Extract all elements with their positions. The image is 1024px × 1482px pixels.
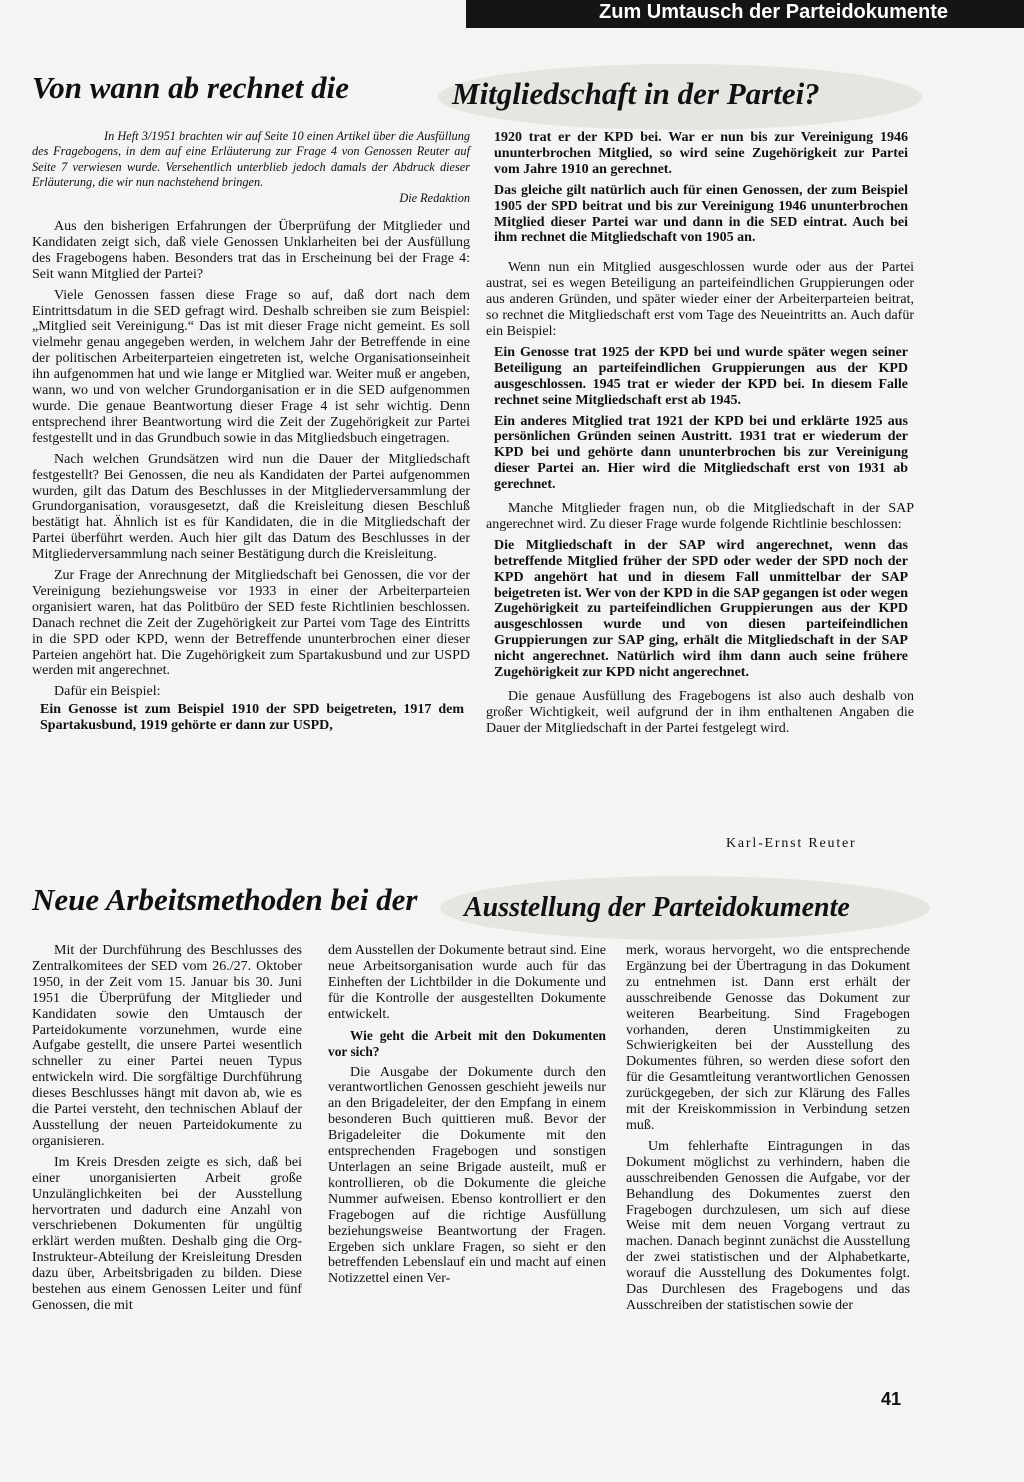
paragraph: Die Ausgabe der Dokumente durch den verantwortlichen Genossen geschieht jeweils nur an den Brigadeleiter, der den Empfang in einem besonderen Buch quittieren muß. Bevor der Brigadeleiter die Dokumente mit den entsprechenden Fragebogen und sonstigen Unterlagen an seine Brigade austeilt, muß er kontrollieren, ob die Dokumente die gleiche Nummer aufweisen. Ebenso kontrolliert er den Fragebogen auf die richtige Ausfüllung beziehungsweise Beantwortung der Fragen. Ergeben sich unklare Fragen, so sieht er den betreffenden Lebenslauf ein und macht auf einen Notizzettel einen Ver-: [328, 1064, 606, 1287]
page-number: 41: [881, 1389, 902, 1409]
paragraph: merk, woraus hervorgeht, wo die entsprechende Ergänzung bei der Übertragung in das Dokument zu entnehmen ist. Dann erst erhält der ausschreibende Genosse das Dokument zur weiteren Bearbeitung. Sind Fragebogen vorhanden, deren Unstimmigkeiten zu Schwierigkeiten bei der Ausstellung des Dokumentes führen, so werden diese sofort den für die Gesamtleitung verantwortlichen Genossen zurückgegeben, der sich zur Klärung des Falles mit der Kreiskommission in Verbindung setzen muß.: [626, 943, 910, 1133]
author-name: Karl-Ernst Reuter: [726, 836, 857, 851]
banner-title: Zum Umtausch der Parteidokumente: [599, 1, 948, 23]
subheading: Wie geht die Arbeit mit den Dokumenten vor sich?: [328, 1027, 606, 1059]
paragraph: dem Ausstellen der Dokumente betraut sind. Eine neue Arbeitsorganisation wurde auch für das Einheften der Lichtbilder in die Dokumente und für die Kontrolle der ausgestellten Dokumente entwickelt.: [328, 943, 606, 1022]
section-banner: [466, 0, 1024, 28]
paragraph: Aus den bisherigen Erfahrungen der Überprüfung der Mitglieder und Kandidaten zeigt sich, daß viele Genossen Unklarheiten bei der Ausfüllung des Fragebogens haben. Besonders trat das in Erscheinung bei der Frage 4: Seit wann Mitglied der Partei?: [32, 219, 470, 282]
editorial-note: [32, 129, 470, 206]
article2-column-2: [328, 943, 606, 1292]
editorial-note-text: In Heft 3/1951 brachten wir auf Seite 10 einen Artikel über die Ausfüllung des Fragebogens, in dem auf eine Erläuterung zur Frage 4 von Genossen Reuter auf Seite 7 verwiesen wurde. Versehentlich unterblieb jedoch damals der Abdruck dieser Erläuterung, die wir nun nachstehend bringen.: [32, 129, 470, 190]
article2-headline-right: Ausstellung der Parteidokumente: [464, 892, 850, 923]
paragraph: Zur Frage der Anrechnung der Mitgliedschaft bei Genossen, die vor der Vereinigung beziehungsweise vor 1933 in einer der Arbeiterparteien organisiert waren, hat das Politbüro der SED feste Richtlinien beschlossen. Danach rechnet die Zeit der Zugehörigkeit zur Partei vom Tage des Eintritts in die SPD oder KPD, wenn der Betreffende ununterbrochen einer dieser Parteien angehört hat. Die Zugehörigkeit zum Spartakusbund und zur USPD werden mit angerechnet.: [32, 568, 470, 679]
article1-right-column: [486, 130, 914, 742]
guideline-text: Die Mitgliedschaft in der SAP wird angerechnet, wenn das betreffende Mitglied früher der SPD oder weder der SPD noch der KPD angehört hat und in diesem Fall unmittelbar der SAP beigetreten ist. Wer von der KPD in die SAP gegangen ist oder wegen Zugehörigkeit zu parteifeindlichen Gruppierungen aus der KPD ausgeschlossen wurde und von diesen parteifeindlichen Gruppierungen zur SAP ging, erhält die Mitgliedschaft in der SAP nicht angerechnet. Natürlich wird ihm dann auch seine frühere Zugehörigkeit zur KPD nicht angerechnet.: [494, 537, 908, 681]
paragraph: Um fehlerhafte Eintragungen in das Dokument möglichst zu verhindern, haben die ausschreibenden Genossen die Aufgabe, vor der Behandlung des Dokumentes zuerst den Fragebogen durchzulesen, um sich auf diese Weise mit dem neuen Vorgang vertraut zu machen. Danach beginnt zunächst die Ausstellung der zwei statistischen und der Alphabetkarte, worauf die Ausstellung des Dokumentes folgt. Das Durchlesen des Fragebogens und das Ausschreiben der statistischen sowie der: [626, 1138, 910, 1313]
paragraph: Die genaue Ausfüllung des Fragebogens ist also auch deshalb von großer Wichtigkeit, weil aufgrund der in ihm enthaltenen Angaben die Dauer der Mitgliedschaft in der Partei festgelegt wird.: [486, 689, 914, 736]
article2-column-3: [626, 943, 910, 1319]
article1-left-column: [32, 219, 470, 739]
example-text: Ein Genosse trat 1925 der KPD bei und wurde später wegen seiner Beteiligung an parteifeindlichen Gruppierungen aus der KPD ausgeschlossen. 1945 trat er wieder der KPD bei. In diesem Falle rechnet seine Mitgliedschaft erst ab 1945.: [494, 344, 908, 408]
paragraph: Manche Mitglieder fragen nun, ob die Mitgliedschaft in der SAP angerechnet wird. Zu dieser Frage wurde folgende Richtlinie beschlossen:: [486, 501, 914, 532]
editorial-signature: Die Redaktion: [399, 190, 470, 205]
example-text: Ein anderes Mitglied trat 1921 der KPD bei und erklärte 1925 aus persönlichen Gründen seinen Austritt. 1931 trat er wiederum der KPD bei und gehörte dann ununterbrochen bis zur Vereinigung dieser Partei an. Hier wird die Mitgliedschaft erst von 1931 ab gerechnet.: [494, 413, 908, 493]
paragraph: Dafür ein Beispiel:: [54, 684, 161, 700]
article1-headline-right: Mitgliedschaft in der Partei?: [452, 76, 820, 111]
example-text: Ein Genosse ist zum Beispiel 1910 der SPD beigetreten, 1917 dem Spartakusbund, 1919 gehörte er dann zur USPD,: [40, 702, 464, 734]
example-text: Das gleiche gilt natürlich auch für einen Genossen, der zum Beispiel 1905 der SPD beitrat und bis zur Vereinigung 1946 ununterbrochen Mitglied dieser Partei war und dann in die SED eintrat. Auch bei ihm rechnet die Mitgliedschaft von 1905 an.: [494, 182, 908, 246]
paragraph: Nach welchen Grundsätzen wird nun die Dauer der Mitgliedschaft festgestellt? Bei Genossen, die neu als Kandidaten der Partei aufgenommen wurden, gilt das Datum des Beschlusses in der Mitgliederversammlung der Grundorganisation, vorausgesetzt, daß die Kreisleitung diesen Beschluß bestätigt hat. Ähnlich ist es für Kandidaten, die in die Mitgliedschaft der Partei überführt werden. Auch hier gilt das Datum des Beschlusses in der Mitgliederversammlung nach seiner Bestätigung durch die Kreisleitung.: [32, 451, 470, 563]
paragraph: Viele Genossen fassen diese Frage so auf, daß dort nach dem Eintrittsdatum in die SED gefragt wird. Deshalb schreiben sie zum Beispiel: „Mitglied seit Vereinigung.“ Das ist mit dieser Frage nicht gemeint. Es soll vielmehr genau angegeben werden, in welchem Jahr der Betreffende in eine der politischen Arbeiterparteien eingetreten ist, welche Organisationseinheit ihn aufgenommen hat und wie lange er Mitglied war. Weiter muß er angeben, wann, wo und von welcher Grundorganisation er in die SED aufgenommen wurde. Die genaue Beantwortung dieser Frage 4 ist sehr wichtig. Denn entsprechend ihrer Beantwortung wird die Zeit der Zugehörigkeit zur Partei festgestellt und in das Grundbuch sowie in das Mitgliedsbuch eingetragen.: [32, 287, 470, 446]
example-text: 1920 trat er der KPD bei. War er nun bis zur Vereinigung 1946 ununterbrochen Mitglied, so wird seine Zugehörigkeit zur Partei vom Jahre 1910 an gerechnet.: [494, 130, 908, 177]
article2-headline-left: Neue Arbeitsmethoden bei der: [32, 882, 418, 917]
article1-headline-left: Von wann ab rechnet die: [32, 70, 349, 105]
paragraph: Im Kreis Dresden zeigte es sich, daß bei einer unorganisierten Arbeit große Unzulänglichkeiten bei der Ausstellung hervortraten und dadurch eine Anzahl von verschriebenen Dokumenten für ungültig erklärt werden mußten. Deshalb ging die Org-Instrukteur-Abteilung der Kreisleitung Dresden dazu über, Arbeitsbrigaden zu bilden. Diese bestehen aus einem Genossen Leiter und fünf Genossen, die mit: [32, 1154, 302, 1313]
article2-column-1: [32, 943, 302, 1319]
paragraph: Wenn nun ein Mitglied ausgeschlossen wurde oder aus der Partei austrat, sei es wegen Beteiligung an parteifeindlichen Gruppierungen oder aus anderen Gründen, und später wieder einer der Arbeiterparteien beitrat, so rechnet die Mitgliedschaft erst vom Tage des Neueintritts an. Auch dafür ein Beispiel:: [486, 260, 914, 339]
paragraph: Mit der Durchführung des Beschlusses des Zentralkomitees der SED vom 26./27. Oktober 1950, in der Zeit vom 15. Januar bis 30. Juni 1951 die Überprüfung der Mitglieder und Kandidaten sowie den Umtausch der Parteidokumente vorzunehmen, wurde eine Aufgabe gestellt, die unsere Partei wesentlich schneller zu einer Partei neuen Typus entwickeln wird. Die sorgfältige Durchführung dieses Beschlusses hängt mit davon ab, wie es die Partei versteht, den technischen Ablauf der Ausstellung der neuen Parteidokumente zu organisieren.: [32, 943, 302, 1149]
